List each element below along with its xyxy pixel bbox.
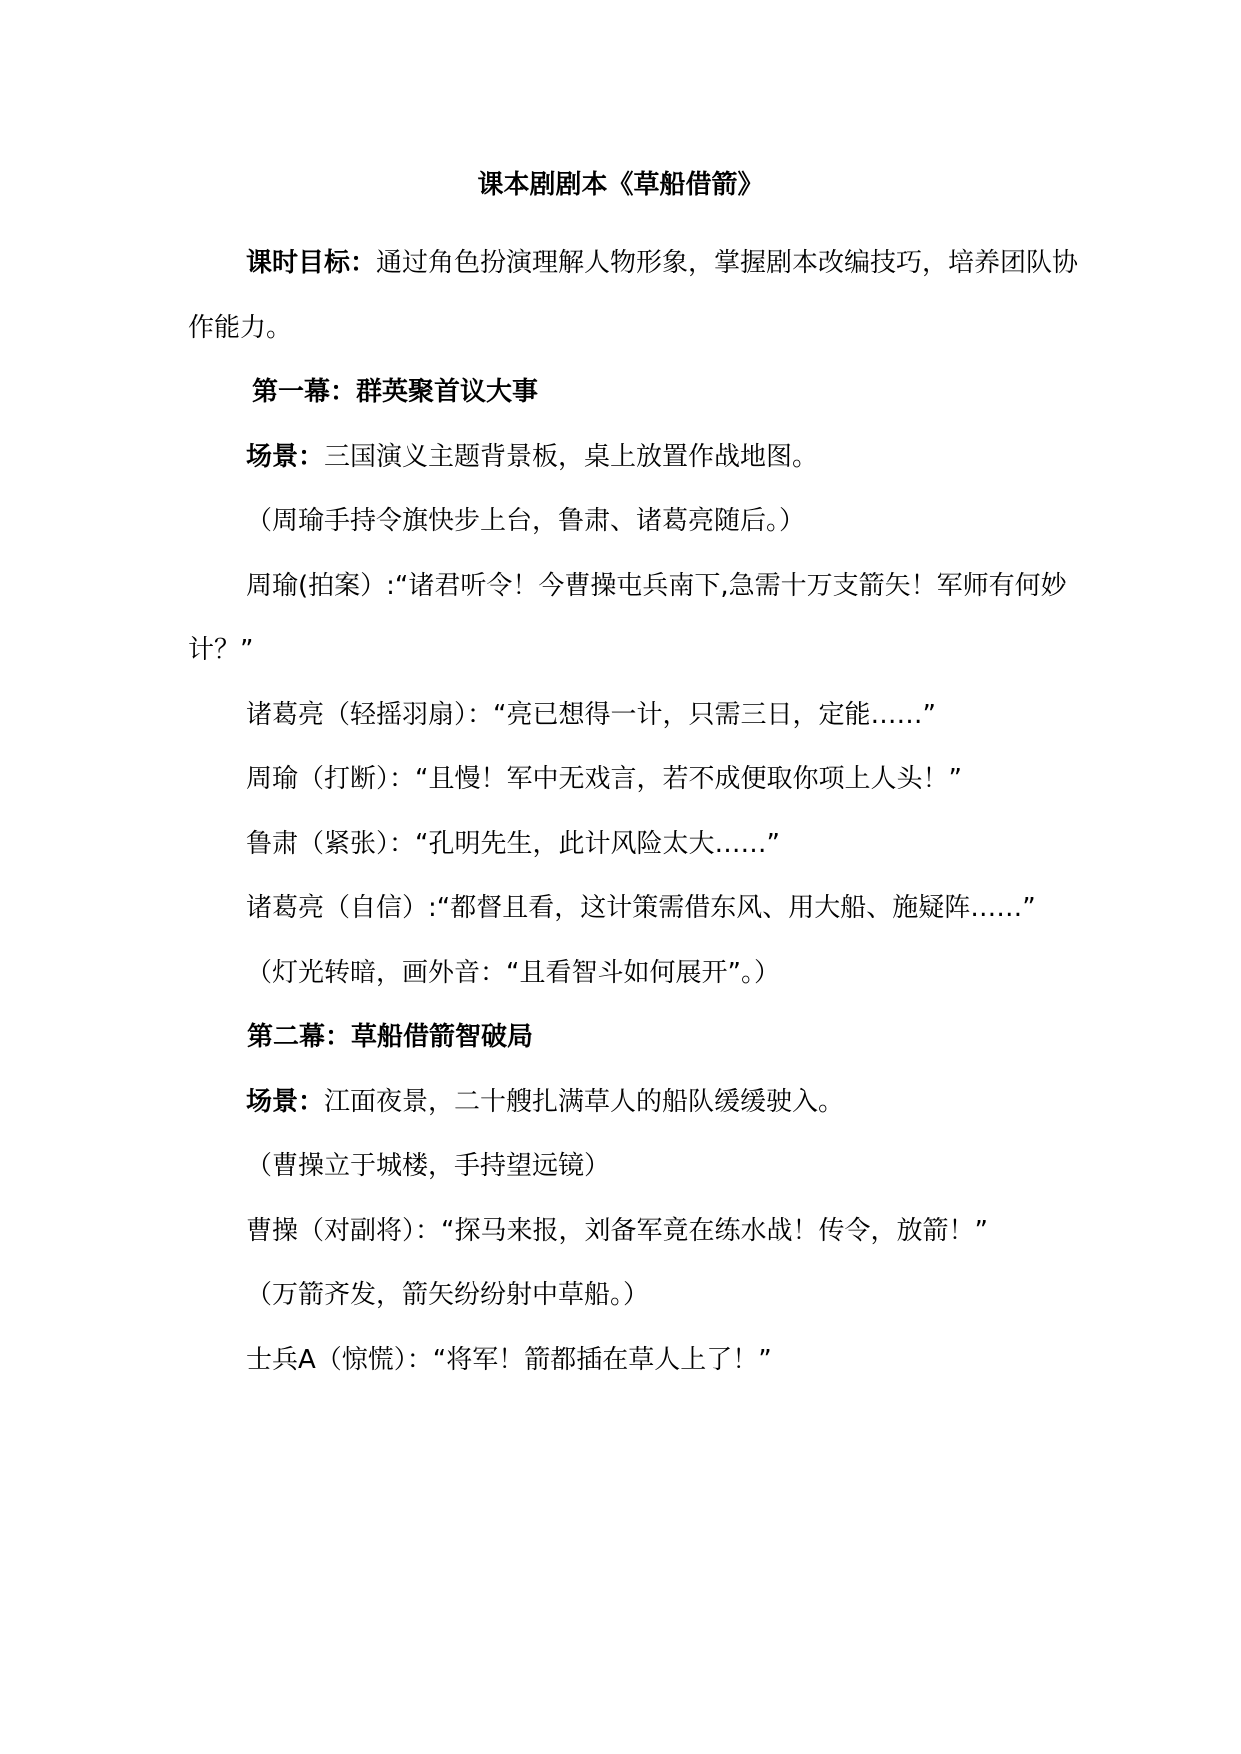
act1-scene-text: 三国演义主题背景板，桌上放置作战地图。 <box>324 441 819 472</box>
document-title: 课本剧剧本《草船借箭》 <box>477 170 764 200</box>
act1-heading: 第一幕：群英聚首议大事 <box>252 377 539 407</box>
act1-line: 周瑜(拍案）:“诸君听令！今曹操屯兵南下,急需十万支箭矢！军师有何妙计？” <box>188 570 1067 665</box>
act1-line: （周瑜手持令旗快步上台，鲁肃、诸葛亮随后。） <box>246 506 806 536</box>
act2-scene <box>188 1070 1083 1135</box>
act1-line: 周瑜（打断）：“且慢！军中无戏言，若不成便取你项上人头！” <box>246 764 962 794</box>
act2-line: （万箭齐发，箭矢纷纷射中草船。） <box>246 1280 650 1310</box>
objective-text: 通过角色扮演理解人物形象，掌握剧本改编技巧，培养团队协作能力。 <box>188 248 1079 343</box>
objective-label: 课时目标： <box>246 248 377 278</box>
act2-scene-text: 江面夜景，二十艘扎满草人的船队缓缓驶入。 <box>324 1086 845 1117</box>
act2-line: 士兵A（惊慌）：“将军！箭都插在草人上了！” <box>246 1344 772 1375</box>
act1-line: 诸葛亮（轻摇羽扇）：“亮已想得一计，只需三日，定能……” <box>246 699 936 730</box>
act1-scene-label: 场景： <box>246 441 325 472</box>
act2-heading: 第二幕：草船借箭智破局 <box>247 1022 534 1052</box>
objective-paragraph <box>188 231 1083 360</box>
act1-line: （灯光转暗，画外音：“且看智斗如何展开”。） <box>246 957 780 988</box>
act2-line: 曹操（对副将）：“探马来报，刘备军竟在练水战！传令，放箭！” <box>246 1215 988 1246</box>
act1-line: 诸葛亮（自信）:“都督且看，这计策需借东风、用大船、施疑阵……” <box>246 893 1036 923</box>
act1-scene <box>188 425 1083 490</box>
act1-line: 鲁肃（紧张）：“孔明先生，此计风险太大……” <box>246 828 780 859</box>
document-body <box>188 231 1083 1392</box>
act2-scene-label: 场景： <box>246 1086 325 1117</box>
act2-line: （曹操立于城楼，手持望远镜） <box>246 1151 611 1181</box>
